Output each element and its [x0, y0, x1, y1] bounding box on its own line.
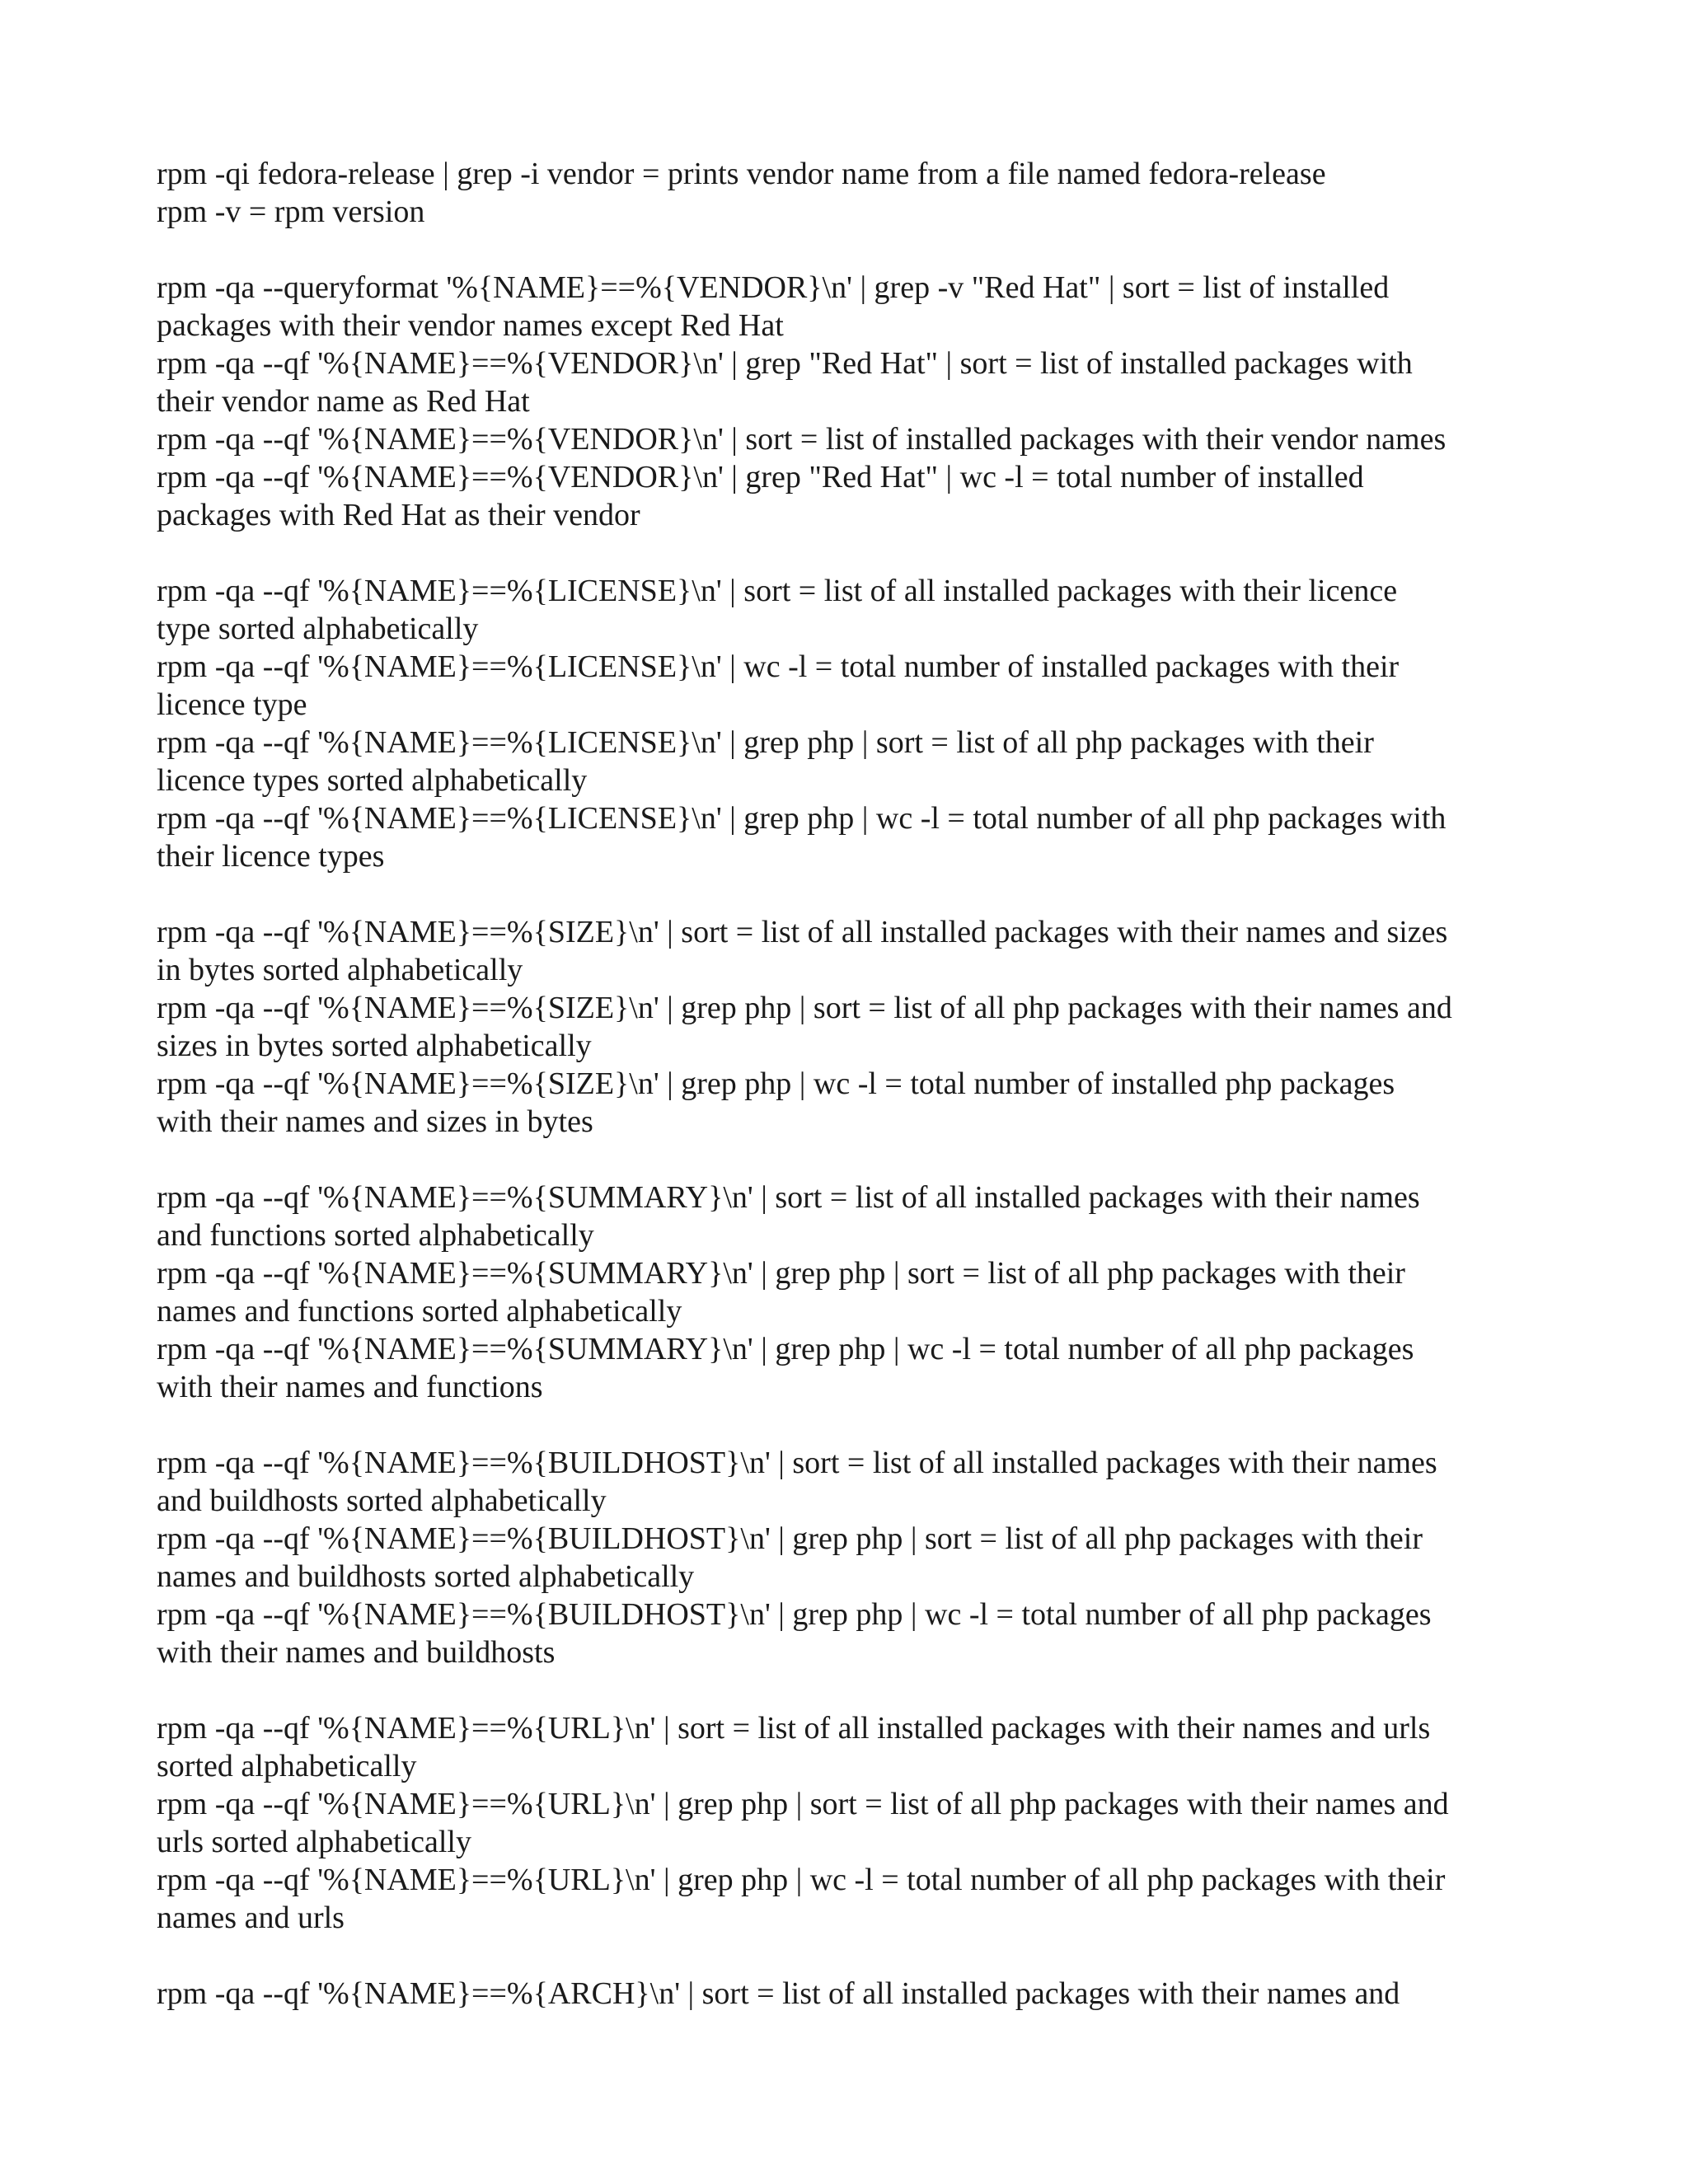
text-line: rpm -qa --qf '%{NAME}==%{URL}\n' | sort = list of all installed packages with their names and urls: [157, 1711, 1431, 1746]
text-line: rpm -qa --qf '%{NAME}==%{LICENSE}\n' | wc -l = total number of installed packages with their: [157, 649, 1400, 684]
blank-line: [157, 534, 1541, 572]
text-line: sizes in bytes sorted alphabetically: [157, 1029, 592, 1063]
text-line: rpm -qa --qf '%{NAME}==%{SUMMARY}\n' | grep php | wc -l = total number of all php packages: [157, 1332, 1414, 1366]
text-line: rpm -qa --qf '%{NAME}==%{LICENSE}\n' | sort = list of all installed packages with their licence: [157, 574, 1398, 608]
text-line: licence types sorted alphabetically: [157, 763, 588, 798]
text-line: rpm -qa --qf '%{NAME}==%{SIZE}\n' | grep php | sort = list of all php packages with their names and: [157, 991, 1452, 1025]
text-line: rpm -qa --qf '%{NAME}==%{URL}\n' | grep php | wc -l = total number of all php packages with their: [157, 1863, 1446, 1897]
text-line: rpm -qa --qf '%{NAME}==%{VENDOR}\n' | sort = list of installed packages with their vendor names: [157, 422, 1447, 457]
text-line: with their names and functions: [157, 1370, 543, 1404]
blank-line: [157, 1406, 1541, 1444]
text-line: with their names and buildhosts: [157, 1635, 556, 1670]
text-line: urls sorted alphabetically: [157, 1825, 471, 1859]
text-line: rpm -qa --queryformat '%{NAME}==%{VENDOR}\n' | grep -v "Red Hat" | sort = list of installed: [157, 270, 1390, 305]
text-line: rpm -qa --qf '%{NAME}==%{SIZE}\n' | sort = list of all installed packages with their names and sizes: [157, 915, 1448, 949]
text-line: with their names and sizes in bytes: [157, 1104, 593, 1139]
text-line: their vendor name as Red Hat: [157, 384, 530, 419]
text-line: rpm -qa --qf '%{NAME}==%{ARCH}\n' | sort = list of all installed packages with their names and: [157, 1976, 1400, 2011]
text-line: names and urls: [157, 1900, 345, 1935]
text-line: in bytes sorted alphabetically: [157, 953, 523, 987]
text-line: packages with their vendor names except Red Hat: [157, 308, 784, 343]
text-line: licence type: [157, 687, 307, 722]
text-line: their licence types: [157, 839, 385, 874]
text-line: and buildhosts sorted alphabetically: [157, 1483, 607, 1518]
text-line: rpm -v = rpm version: [157, 194, 425, 229]
text-line: and functions sorted alphabetically: [157, 1218, 594, 1253]
text-line: rpm -qi fedora-release | grep -i vendor = prints vendor name from a file named fedora-release: [157, 157, 1326, 191]
text-line: rpm -qa --qf '%{NAME}==%{VENDOR}\n' | grep "Red Hat" | wc -l = total number of installed: [157, 460, 1364, 494]
text-line: rpm -qa --qf '%{NAME}==%{LICENSE}\n' | grep php | sort = list of all php packages with their: [157, 725, 1374, 760]
text-line: rpm -qa --qf '%{NAME}==%{SUMMARY}\n' | grep php | sort = list of all php packages with their: [157, 1256, 1405, 1291]
text-line: rpm -qa --qf '%{NAME}==%{BUILDHOST}\n' | grep php | wc -l = total number of all php packages: [157, 1597, 1432, 1632]
blank-line: [157, 1937, 1541, 1975]
text-line: rpm -qa --qf '%{NAME}==%{BUILDHOST}\n' | sort = list of all installed packages with their names: [157, 1446, 1437, 1480]
text-line: rpm -qa --qf '%{NAME}==%{SUMMARY}\n' | sort = list of all installed packages with their names: [157, 1180, 1420, 1215]
text-line: rpm -qa --qf '%{NAME}==%{BUILDHOST}\n' | grep php | sort = list of all php packages with their: [157, 1521, 1423, 1556]
blank-line: [157, 1141, 1541, 1179]
blank-line: [157, 1671, 1541, 1709]
text-line: rpm -qa --qf '%{NAME}==%{SIZE}\n' | grep php | wc -l = total number of installed php packages: [157, 1066, 1395, 1101]
text-line: rpm -qa --qf '%{NAME}==%{URL}\n' | grep php | sort = list of all php packages with their names and: [157, 1787, 1449, 1821]
text-line: type sorted alphabetically: [157, 612, 479, 646]
text-line: rpm -qa --qf '%{NAME}==%{VENDOR}\n' | grep "Red Hat" | sort = list of installed packages with: [157, 346, 1413, 381]
document-body: [157, 155, 1541, 2013]
text-line: names and functions sorted alphabetically: [157, 1294, 682, 1329]
text-line: packages with Red Hat as their vendor: [157, 498, 640, 532]
text-line: names and buildhosts sorted alphabetically: [157, 1559, 695, 1594]
text-line: rpm -qa --qf '%{NAME}==%{LICENSE}\n' | grep php | wc -l = total number of all php packages with: [157, 801, 1447, 836]
blank-line: [157, 875, 1541, 913]
text-line: sorted alphabetically: [157, 1749, 417, 1783]
blank-line: [157, 231, 1541, 269]
